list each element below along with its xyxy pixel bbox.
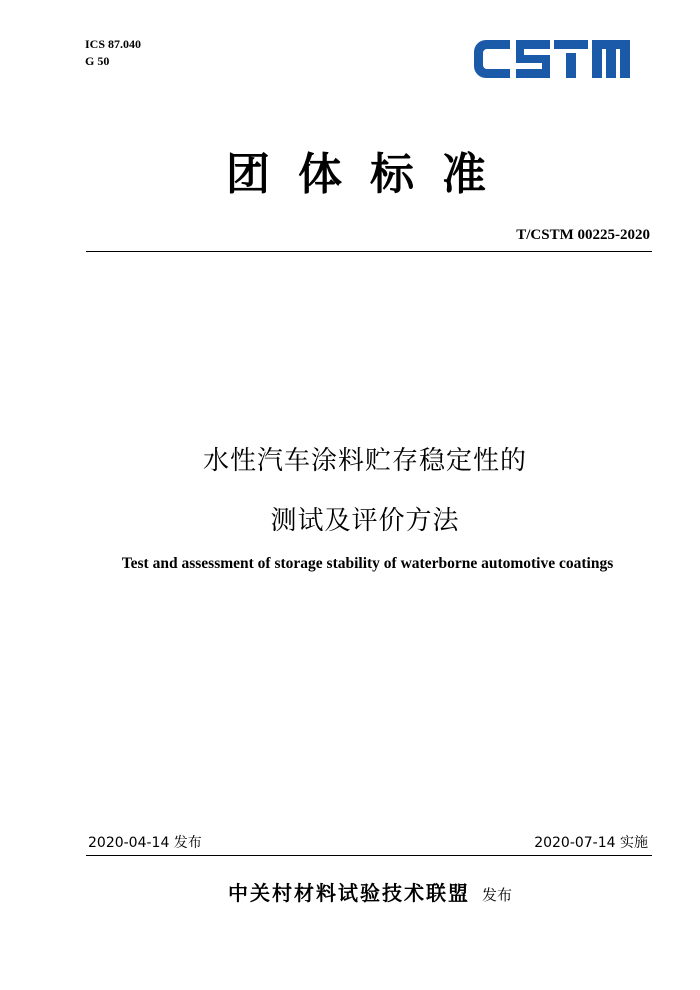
standard-number: T/CSTM 00225-2020 <box>516 227 650 243</box>
cstm-logo <box>470 36 632 82</box>
publisher-action: 发布 <box>481 886 512 904</box>
ccs-code: G 50 <box>85 54 110 68</box>
issue-date: 2020-04-14 发布 <box>88 835 202 851</box>
publisher-org: 中关村材料试验技术联盟 <box>227 881 470 905</box>
ics-code: ICS 87.040 <box>85 37 142 51</box>
top-divider <box>86 251 652 252</box>
classification-codes <box>85 36 141 70</box>
group-standard-title: 团体标准 <box>226 149 514 200</box>
bottom-divider <box>86 855 652 856</box>
standard-name-cn-line1: 水性汽车涂料贮存稳定性的 <box>202 446 527 476</box>
publisher-line <box>0 877 700 906</box>
standard-name-cn-line2: 测试及评价方法 <box>270 506 460 536</box>
implementation-date: 2020-07-14 实施 <box>534 835 648 851</box>
standard-name-en: Test and assessment of storage stability of waterborne automotive coatings <box>121 555 614 572</box>
